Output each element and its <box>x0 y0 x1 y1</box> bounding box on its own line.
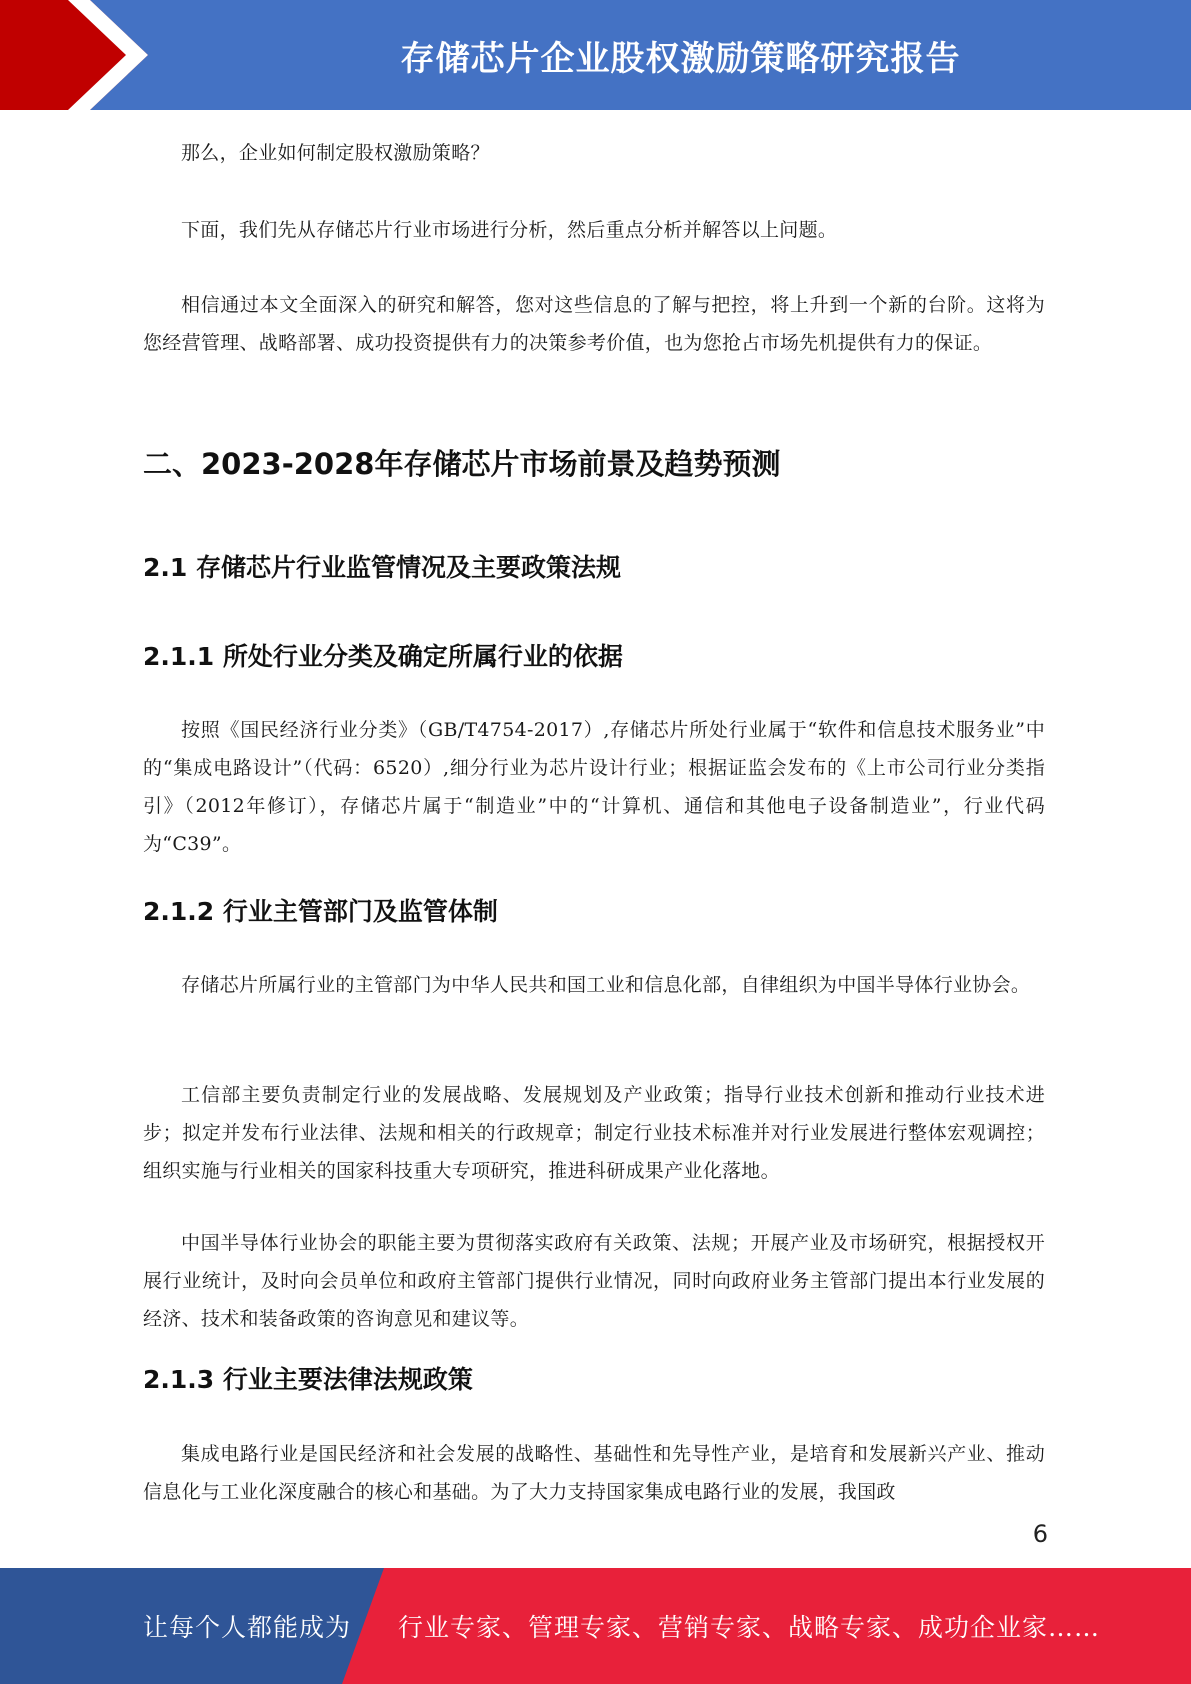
subsection-heading: 2.1 存储芯片行业监管情况及主要政策法规 <box>143 553 621 582</box>
paragraph: 存储芯片所属行业的主管部门为中华人民共和国工业和信息化部，自律组织为中国半导体行业协会。 <box>181 974 1031 996</box>
page-footer <box>0 1568 1191 1684</box>
subsubsection-heading: 2.1.2 行业主管部门及监管体制 <box>143 897 498 926</box>
subsubsection-heading: 2.1.3 行业主要法律法规政策 <box>143 1365 473 1394</box>
red-chevron-icon <box>0 0 160 110</box>
footer-slogan-left: 让每个人都能成为 <box>143 1613 352 1642</box>
paragraph: 按照《国民经济行业分类》（GB/T4754-2017）,存储芯片所处行业属于“软件和信息技术服务业”中的“集成电路设计”（代码：6520）,细分行业为芯片设计行业；根据证监会发布的《上市公司行业分类指引》（2012年修订），存储芯片属于“制造业”中的“计算机、通信和其他电子设备制造业”，行业代码为“C39”。 <box>143 719 1045 855</box>
page-header <box>0 0 1191 110</box>
subsubsection-heading: 2.1.1 所处行业分类及确定所属行业的依据 <box>143 642 623 671</box>
report-title: 存储芯片企业股权激励策略研究报告 <box>400 38 961 79</box>
paragraph: 下面，我们先从存储芯片行业市场进行分析，然后重点分析并解答以上问题。 <box>181 219 838 241</box>
paragraph: 中国半导体行业协会的职能主要为贯彻落实政府有关政策、法规；开展产业及市场研究，根据授权开展行业统计，及时向会员单位和政府主管部门提供行业情况，同时向政府业务主管部门提出本行业发展的经济、技术和装备政策的咨询意见和建议等。 <box>143 1232 1045 1330</box>
paragraph: 工信部主要负责制定行业的发展战略、发展规划及产业政策；指导行业技术创新和推动行业技术进步；拟定并发布行业法律、法规和相关的行政规章；制定行业技术标准并对行业发展进行整体宏观调控；组织实施与行业相关的国家科技重大专项研究，推进科研成果产业化落地。 <box>143 1084 1045 1182</box>
footer-slogan-right: 行业专家、管理专家、营销专家、战略专家、成功企业家…… <box>398 1613 1101 1642</box>
section-heading: 二、2023-2028年存储芯片市场前景及趋势预测 <box>143 447 781 481</box>
paragraph: 那么，企业如何制定股权激励策略？ <box>181 142 490 164</box>
page-number: 6 <box>1032 1520 1048 1548</box>
paragraph: 相信通过本文全面深入的研究和解答，您对这些信息的了解与把控，将上升到一个新的台阶。这将为您经营管理、战略部署、成功投资提供有力的决策参考价值，也为您抢占市场先机提供有力的保证。 <box>143 294 1045 354</box>
paragraph: 集成电路行业是国民经济和社会发展的战略性、基础性和先导性产业，是培育和发展新兴产业、推动信息化与工业化深度融合的核心和基础。为了大力支持国家集成电路行业的发展，我国政 <box>143 1443 1045 1503</box>
